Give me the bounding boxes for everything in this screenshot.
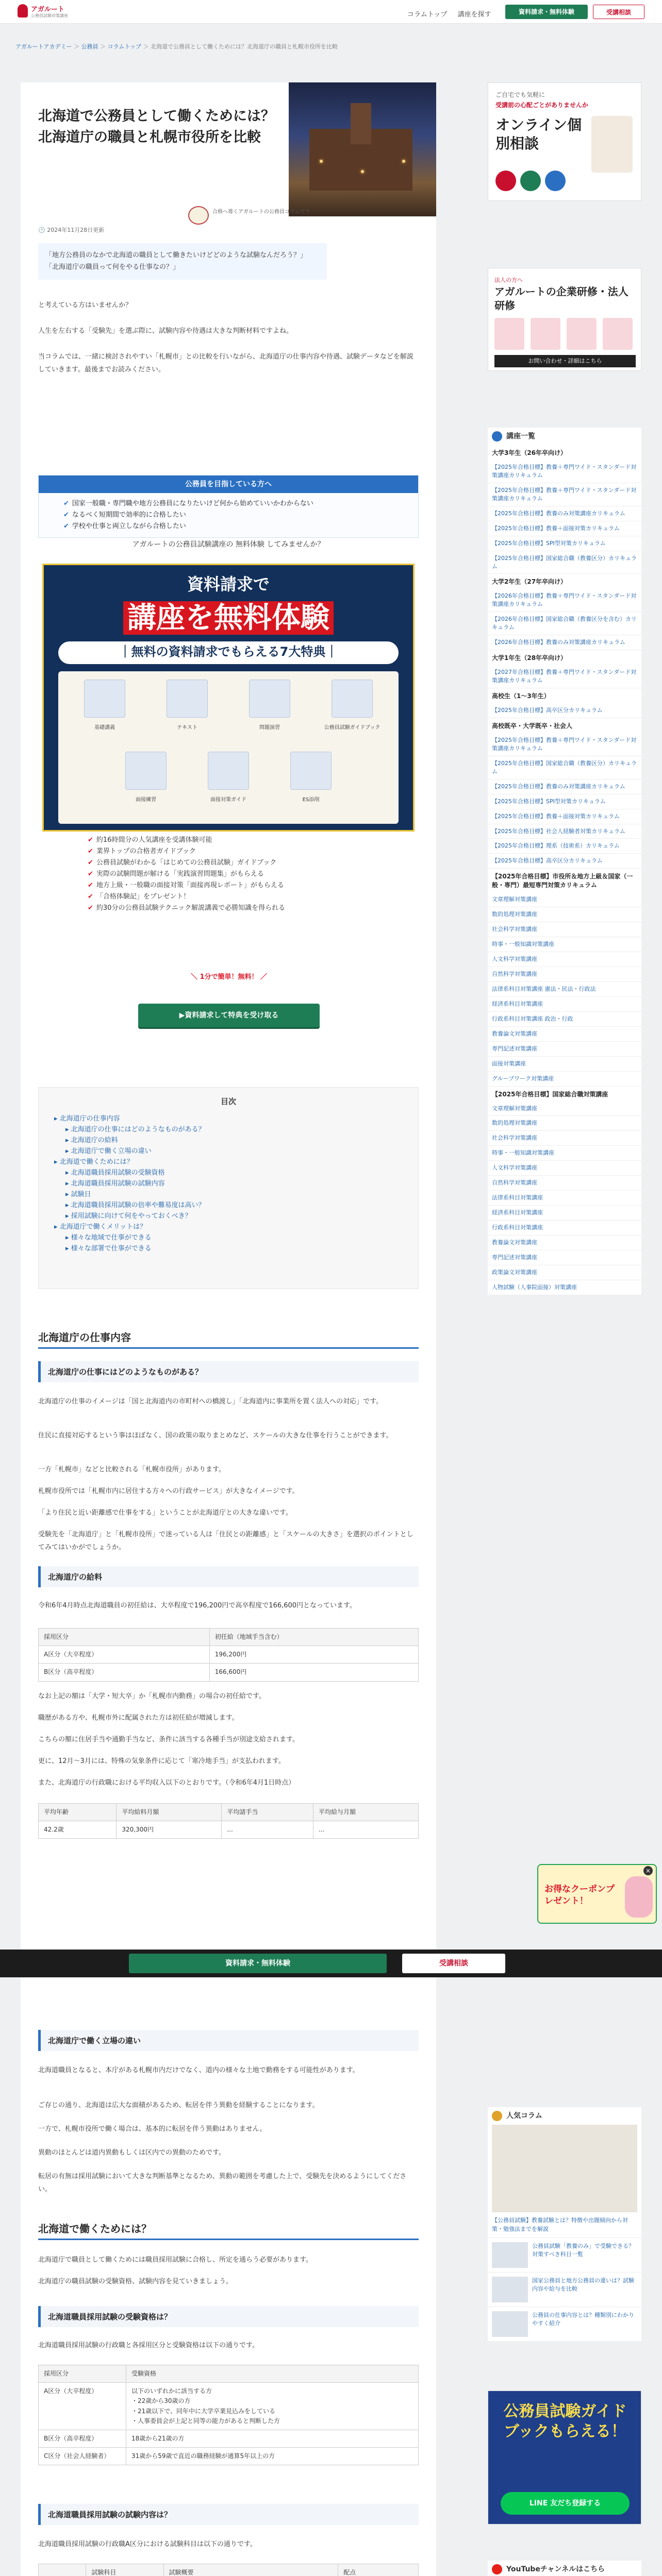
table-cell: 以下のいずれかに該当する方 ・22歳から30歳の方 ・21歳以下で、同年中に大学卒業見込みをしている ・人事委員会が上記と同等の能力があると判断した方	[126, 2383, 419, 2430]
table-header: 試験科目	[86, 2564, 163, 2576]
course-category: 高校生（1〜3年生）	[492, 692, 550, 700]
book-icon	[167, 680, 208, 718]
paragraph: 住民に直接対応するという事はほぼなく、国の政策の取りまとめなど、スケールの大きな仕事を行うことができます。	[38, 1432, 393, 1439]
paragraph: 一方で、札幌市役所で働く場合は、基本的に転居を伴う異動はありません。	[38, 2125, 267, 2133]
phone-icon	[520, 171, 541, 191]
toc-item[interactable]: ▸ 北海道庁の仕事内容	[54, 1115, 120, 1123]
paragraph: また、北海道庁の行政職における平均収入以下のとおりです。（令和6年4月1日時点）	[38, 1779, 295, 1787]
table-cell: 166,600円	[209, 1664, 418, 1681]
paragraph: なお上記の額は「大学・短大卒」か「札幌市内勤務」の場合の初任給です。	[38, 1692, 266, 1700]
course-link[interactable]: 【2025年合格目標】教養のみ対策講座カリキュラム	[488, 506, 641, 521]
book-icon	[84, 680, 125, 718]
benefit-item: ES添削	[275, 749, 347, 810]
course-link[interactable]: 【2025年合格目標】国家総合職（教養区分）カリキュラム	[488, 756, 641, 779]
target-box	[38, 475, 419, 538]
popular-item-title: 国家公務員と地方公務員の違いは？試験内容や給与を比較	[532, 2277, 634, 2292]
sticky-cta-bar	[0, 1950, 662, 1977]
book-icon	[249, 680, 290, 718]
paragraph: 更に、12月～3月には、特殊の気象条件に応じて「寒冷地手当」が支払われます。	[38, 1757, 285, 1765]
youtube-heading: YouTubeチャンネルはこちら	[488, 2561, 641, 2576]
benefit-list	[88, 835, 407, 914]
table-cell: A区分（大卒程度）	[39, 2383, 126, 2430]
toc-list	[54, 1113, 205, 1254]
course-link[interactable]: 【2025年合格目標】社会人経験者対策カリキュラム	[488, 824, 641, 839]
line-banner-title: 公務員試験ガイドブックもらえる！	[503, 2402, 627, 2441]
course-link[interactable]: 法律系科目対策講座	[488, 1191, 641, 1206]
target-item: ✔ 国家一般職・専門職や地方公務員になりたいけど何から始めていいかわからない	[63, 498, 418, 510]
lamp-icon	[402, 160, 405, 163]
paragraph: 異動のほとんどは道内異動もしくは区内での異動のためです。	[38, 2149, 225, 2157]
course-link[interactable]: 法律系科目対策講座 憲法・民法・行政法	[488, 982, 641, 997]
table-header: 採用区分	[39, 1629, 210, 1646]
table-cell: ...	[313, 1821, 418, 1839]
hero-image	[289, 82, 436, 216]
table-header: 採用区分	[39, 2365, 126, 2383]
course-link[interactable]: 【2025年合格目標】教養＋専門ワイド・スタンダード対策講座カリキュラム	[488, 460, 641, 483]
banner-line-2	[44, 595, 413, 636]
course-link[interactable]: 【2025年合格目標】SPI型対策カリキュラム	[488, 536, 641, 551]
training-icon	[494, 318, 524, 350]
benefit-item: 問題演習	[234, 676, 306, 738]
request-benefits-button[interactable]: ▶資料請求して特典を受け取る	[138, 1004, 320, 1027]
paragraph: 人生を左右する「受験先」を選ぶ際に、試験内容や待遇は大きな判断材料ですよね。	[38, 327, 293, 335]
course-link[interactable]: 時事・一般知識対策講座	[488, 937, 641, 952]
course-link[interactable]: 文章理解対策講座	[488, 892, 641, 907]
paragraph: 当コラムでは、一緒に検討されやすい「札幌市」との比較を行いながら、北海道庁の仕事内容や待遇、試験データなどを解説していきます。最後までお読みください。	[38, 353, 413, 374]
table-cell: ...	[222, 1821, 313, 1839]
table-cell: A区分（大卒程度）	[39, 1646, 210, 1664]
course-link[interactable]: 【2027年合格目標】教養＋専門ワイド・スタンダード対策講座カリキュラム	[488, 665, 641, 688]
table-header: 平均給料月額	[117, 1804, 222, 1821]
course-link[interactable]: 社会科学対策講座	[488, 1131, 641, 1146]
paragraph: 北海道職員となると、本庁がある札幌市内だけでなく、道内の様々な土地で勤務をする可能性があります。	[38, 2066, 359, 2074]
course-category: 大学1年生（28年卒向け）	[492, 654, 567, 662]
course-link[interactable]: 人文科学対策講座	[488, 952, 641, 967]
course-link[interactable]: 人物試験（人事院面接）対策講座	[488, 1280, 641, 1295]
salary-table	[38, 1628, 419, 1682]
course-category: 高校既卒・大学既卒・社会人	[492, 722, 573, 730]
line-guidebook-banner[interactable]	[488, 2391, 641, 2524]
course-link[interactable]: 【2026年合格目標】国家総合職（教養区分を含む）カリキュラム	[488, 612, 641, 635]
thumbnail-image	[492, 2277, 528, 2302]
table-header: 初任給（地域手当含む）	[209, 1629, 418, 1646]
thumbnail-image	[492, 2311, 528, 2337]
youtube-icon	[492, 2564, 502, 2574]
table-cell: 196,200円	[209, 1646, 418, 1664]
course-link[interactable]: 政策論文対策講座	[488, 1265, 641, 1280]
benefit-line: ✔ 約16時間分の人気講座を受講体験可能	[88, 835, 407, 846]
table-header: 試験概要	[163, 2564, 338, 2576]
course-link[interactable]: 行政系科目対策講座	[488, 1221, 641, 1235]
article	[21, 82, 436, 2576]
table-of-contents	[38, 1087, 419, 1289]
table-cell: B区分（高卒程度）	[39, 1664, 210, 1681]
consult-title: ご自宅でも気軽に	[495, 91, 545, 98]
target-item: ✔ なるべく短期間で効率的に合格したい	[63, 510, 418, 521]
character-icon	[625, 1876, 653, 1918]
site-header	[0, 0, 662, 24]
popular-item[interactable]	[488, 2307, 641, 2341]
course-link[interactable]: 【2025年合格目標】高卒区分カリキュラム	[488, 703, 641, 718]
course-link[interactable]: 自然科学対策講座	[488, 1176, 641, 1191]
banner-highlight: 講座を無料体験	[123, 601, 334, 635]
logo-subtitle: 公務員試験対策講座	[31, 13, 68, 18]
benefit-line: ✔ 地方上級・一般職の面接対策「面接再現レポート」がもらえる	[88, 880, 407, 891]
toc-title: 目次	[220, 1097, 236, 1106]
toc-item[interactable]: ▸ 北海道で働くためには？	[54, 1158, 134, 1166]
paragraph: 札幌市役所では「札幌市内に居住する方々への行政サービス」が大きなイメージです。	[38, 1487, 299, 1495]
course-category: 大学3年生（26年卒向け）	[492, 449, 567, 456]
course-groups	[488, 445, 641, 1295]
paragraph: 転居の有無は採用試験において大きな判断基準となるため、異動の範囲を考慮した上で、受験先を決めるようにしてください。	[38, 2173, 407, 2194]
banner-line-1: 資料請求で	[187, 574, 270, 594]
toc-item[interactable]: ▸ 採用試験に向けて何をやっておくべき？	[65, 1212, 192, 1220]
popup-title: お得なクーポンプレゼント！	[544, 1884, 615, 1906]
date-text: 2024年11月28日更新	[47, 227, 105, 233]
consult-subtitle: 受講前の心配ごとがありませんか	[495, 101, 589, 109]
paragraph: 北海道庁の仕事のイメージは「国と北海道内の市町村への橋渡し」「北海道内に事業所を置く法人への対応」です。	[38, 1398, 383, 1405]
toc-item[interactable]: ▸ 北海道庁で働く立場の違い	[65, 1147, 152, 1155]
toc-item[interactable]: ▸ 試験日	[65, 1191, 91, 1198]
paragraph: 一方「札幌市」などと比較される「札幌市役所」があります。	[38, 1466, 225, 1473]
coupon-popup[interactable]	[537, 1864, 657, 1924]
toc-item[interactable]: ▸ 北海道庁の給料	[65, 1137, 118, 1144]
table-header	[39, 2564, 86, 2576]
course-link[interactable]: 自然科学対策講座	[488, 967, 641, 982]
section-heading: 北海道庁の仕事内容	[38, 1329, 419, 1349]
youtube-card	[488, 2561, 641, 2576]
header-request-button[interactable]: 資料請求・無料体験	[505, 5, 588, 19]
benefit-grid	[58, 671, 399, 824]
course-link[interactable]: 人文科学対策講座	[488, 1161, 641, 1176]
course-link[interactable]: 【2025年合格目標】SPI型対策カリキュラム	[488, 794, 641, 809]
popular-columns	[488, 2107, 641, 2341]
subsection-heading: 北海道庁で働く立場の違い	[38, 2030, 419, 2051]
course-link[interactable]: 時事・一般知識対策講座	[488, 1146, 641, 1161]
online-consult-banner[interactable]	[488, 82, 641, 201]
benefit-line: ✔ 公務員試験がわかる「はじめての公務員試験」ガイドブック	[88, 857, 407, 869]
course-link[interactable]: 数的処理対策講座	[488, 1116, 641, 1131]
list-icon	[492, 431, 502, 442]
intro-line: 「地方公務員のなかで北海道の職員として働きたいけどどのような試験なんだろう？」	[45, 251, 307, 259]
toc-item[interactable]: ▸ 北海道職員採用試験の倍率や難易度は高い？	[65, 1201, 205, 1209]
book-icon	[290, 752, 332, 790]
corp-label: 法人の方へ	[494, 277, 523, 283]
training-icon	[531, 318, 560, 350]
header-consult-button[interactable]: 受講相談	[593, 5, 644, 19]
site-logo[interactable]	[18, 3, 78, 20]
course-list	[488, 428, 641, 1295]
paragraph: 北海道職員採用試験の行政職と各採用区分と受験資格は以下の通りです。	[38, 2342, 259, 2349]
eligibility-table	[38, 2365, 419, 2465]
consult-heading: オンライン個別相談	[495, 116, 582, 152]
subsection-heading: 北海道職員採用試験の試験内容は？	[38, 2504, 419, 2525]
course-link[interactable]: 【2025年合格目標】教養＋面接対策カリキュラム	[488, 809, 641, 824]
benefit-line: ✔ 業界トップの合格者ガイドブック	[88, 846, 407, 857]
toc-item[interactable]: ▸ 北海道職員採用試験の受験資格	[65, 1169, 165, 1177]
course-category: 【2025年合格目標】国家総合職対策講座	[492, 1090, 608, 1098]
chat-icon	[545, 171, 566, 191]
tagline: ＼ 1分で簡単！無料！ ／	[190, 973, 268, 981]
benefit-line: ✔ 「合格体験記」をプレゼント！	[88, 891, 407, 903]
table-header: 受験資格	[126, 2365, 419, 2383]
course-link[interactable]: 【2026年合格目標】教養のみ対策講座カリキュラム	[488, 635, 641, 650]
course-link[interactable]: 【2025年合格目標】国家総合職（教養区分）カリキュラム	[488, 551, 641, 574]
lamp-icon	[320, 160, 323, 163]
popular-item[interactable]: 【公務員試験】教養試験とは？特徴や出題傾向から対策・勉強法までを解説	[492, 2217, 628, 2232]
intro-line: 「北海道庁の職員って何をやる仕事なの？」	[45, 263, 180, 272]
line-add-friend-button[interactable]: LINE 友だち登録する	[501, 2492, 630, 2515]
table-header: 平均年齢	[39, 1804, 117, 1821]
sticky-request-button[interactable]: 資料請求・無料体験	[129, 1954, 387, 1973]
popular-item[interactable]	[488, 2272, 641, 2307]
paragraph: こちらの額に住居手当や通勤手当など、条件に該当する各種手当が別途支給されます。	[38, 1736, 299, 1743]
toc-item[interactable]: ▸ 北海道職員採用試験の試験内容	[65, 1180, 165, 1188]
course-link[interactable]: 【2026年合格目標】教養＋専門ワイド・スタンダード対策講座カリキュラム	[488, 589, 641, 612]
target-item: ✔ 学校や仕事と両立しながら合格したい	[63, 521, 418, 532]
course-link[interactable]: 【2025年合格目標】教養のみ対策講座カリキュラム	[488, 779, 641, 794]
close-icon[interactable]: ×	[643, 1866, 653, 1875]
paragraph: 北海道庁で職員として働くためには職員採用試験に合格し、所定を通らう必要があります。	[38, 2256, 312, 2264]
benefit-item: 基礎講義	[69, 676, 141, 738]
corp-heading: アガルートの企業研修・法人研修	[494, 285, 628, 312]
table-header: 平均諸手当	[222, 1804, 313, 1821]
paragraph: 北海道庁の職員試験の受験資格、試験内容を見ていきましょう。	[38, 2278, 233, 2285]
benefit-item: テキスト	[151, 676, 223, 738]
zoom-icon	[495, 171, 516, 191]
table-header: 平均給与月額	[313, 1804, 418, 1821]
table-cell: 31歳から59歳で直近の職務経験が通算5年以上の方	[126, 2448, 419, 2465]
paragraph: 北海道職員採用試験の行政職A区分における試験科目は以下の通りです。	[38, 2540, 257, 2548]
course-link[interactable]: グループワーク対策講座	[488, 1072, 641, 1087]
course-link[interactable]: 専門記述対策講座	[488, 1042, 641, 1057]
target-box-title: 公務員を目指している方へ	[39, 476, 418, 493]
paragraph: 受験先を「北海道庁」と「札幌市役所」で迷っている人は「住民との距離感」と「スケールの大きさ」を選択のポイントとしてみてはいかがでしょうか。	[38, 1531, 413, 1552]
course-link[interactable]: 教養論文対策講座	[488, 1235, 641, 1250]
book-icon	[208, 752, 249, 790]
popular-item-title: 公務員試験「教養のみ」で受験できる？対策すべき科目一覧	[532, 2243, 634, 2258]
logo-name: アガルート	[31, 5, 64, 13]
course-link[interactable]: 【2025年合格目標】高卒区分カリキュラム	[488, 854, 641, 869]
corporate-training-banner[interactable]	[488, 268, 641, 371]
popular-feature-image	[492, 2125, 637, 2212]
toc-item[interactable]: ▸ 北海道庁の仕事にはどのようなものがある？	[65, 1126, 205, 1133]
mascot-bubble: 合格へ導くアガルートの公務員コラムです	[212, 209, 310, 215]
section-heading: 北海道で働くためには？	[38, 2221, 419, 2240]
book-icon	[332, 680, 373, 718]
table-cell: C区分（社会人経験者）	[39, 2448, 126, 2465]
exam-table	[38, 2564, 419, 2576]
breadcrumb-current: 北海道で公務員として働くためには？北海道庁の職員と札幌市役所を比較	[151, 43, 338, 50]
nav-column-top[interactable]: コラムトップ	[407, 11, 448, 19]
update-date: 🕑 2024年11月28日更新	[38, 227, 105, 233]
course-link[interactable]: 経済系科目対策講座	[488, 1206, 641, 1221]
popular-item-title: 公務員の仕事内容とは？種類別にわかりやすく紹介	[532, 2312, 634, 2327]
request-banner[interactable]	[42, 564, 415, 832]
paragraph: と考えている方はいませんか？	[38, 301, 133, 309]
toc-item[interactable]: ▸ 様々な地域で仕事ができる	[65, 1234, 152, 1242]
toc-item[interactable]: ▸ 北海道庁で働くメリットは？	[54, 1223, 147, 1231]
course-link[interactable]: 【2025年合格目標】理系（技術系）カリキュラム	[488, 839, 641, 854]
benefit-line: ✔ 約30分の公務員試験テクニック解説講義で必勝知識を得られる	[88, 903, 407, 914]
sticky-consult-button[interactable]: 受講相談	[402, 1954, 505, 1973]
banner-line-3: ｜無料の資料請求でもらえる7大特典｜	[58, 641, 399, 664]
corp-link[interactable]: お問い合わせ・詳細はこちら	[494, 355, 636, 367]
toc-item[interactable]: ▸ 様々な部署で仕事ができる	[65, 1245, 152, 1252]
table-cell: 18歳から21歳の方	[126, 2430, 419, 2447]
paragraph: 職歴がある方や、札幌市外に配属された方は初任給が増減します。	[38, 1714, 239, 1722]
subsection-heading: 北海道職員採用試験の受験資格は？	[38, 2306, 419, 2327]
breadcrumb-link[interactable]: コラムトップ	[107, 43, 142, 50]
lamp-icon	[361, 170, 364, 173]
benefit-item: 公務員試験ガイドブック	[316, 676, 388, 738]
nav-find-course[interactable]: 講座を探す	[457, 11, 491, 19]
table-cell: B区分（高卒程度）	[39, 2430, 126, 2447]
popular-list	[488, 2238, 641, 2341]
popular-item[interactable]	[488, 2238, 641, 2272]
breadcrumb: アガルートアカデミー ＞ 公務員 ＞ コラムトップ ＞ 北海道で公務員として働くためには？北海道庁の職員と札幌市役所を比較	[15, 43, 338, 50]
course-link[interactable]: 【2025年合格目標】教養＋専門ワイド・スタンダード対策講座カリキュラム	[488, 733, 641, 756]
course-link[interactable]: 文章理解対策講座	[488, 1101, 641, 1116]
table-cell: 42.2歳	[39, 1821, 117, 1839]
course-link[interactable]: 数的処理対策講座	[488, 907, 641, 922]
crown-icon	[492, 2111, 502, 2121]
subsection-heading: 北海道庁の仕事にはどのようなものがある？	[38, 1361, 419, 1382]
popular-heading: 人気コラム	[488, 2107, 641, 2125]
page-title: 北海道で公務員として働くためには？北海道庁の職員と札幌市役所を比較	[38, 108, 275, 145]
course-link[interactable]: 面接対策講座	[488, 1057, 641, 1072]
tower-shape	[351, 103, 371, 144]
training-icon	[603, 318, 633, 350]
course-category: 【2025年合格目標】市役所＆地方上級＆国家（一般・専門）最短専門対策カリキュラム	[492, 873, 633, 889]
course-link[interactable]: 専門記述対策講座	[488, 1250, 641, 1265]
thumbnail-image	[492, 2242, 528, 2268]
course-link[interactable]: 行政系科目対策講座 政治・行政	[488, 1012, 641, 1027]
average-salary-table	[38, 1803, 419, 1839]
course-list-heading: 講座一覧	[488, 428, 641, 445]
book-icon	[125, 752, 167, 790]
header-nav	[407, 9, 500, 19]
course-link[interactable]: 【2025年合格目標】教養＋専門ワイド・スタンダード対策講座カリキュラム	[488, 483, 641, 506]
subsection-heading: 北海道庁の給料	[38, 1566, 419, 1587]
benefit-item: 面接対策ガイド	[192, 749, 264, 810]
logo-mark-icon	[18, 4, 28, 18]
table-header: 配点	[338, 2564, 419, 2576]
course-link[interactable]: 経済系科目対策講座	[488, 997, 641, 1012]
training-icon	[567, 318, 597, 350]
trial-lead: アガルートの公務員試験講座の 無料体験 してみませんか？	[132, 540, 325, 549]
paragraph: ご存じの通り、北海道は広大な面積があるため、転居を伴う異動を経験することになります。	[38, 2102, 319, 2109]
course-link[interactable]: 社会科学対策講座	[488, 922, 641, 937]
paragraph: 令和6年4月時点北海道職員の初任給は、大卒程度で196,200円で高卒程度で166,600円となっています。	[38, 1602, 357, 1609]
mascot-icon	[188, 206, 209, 225]
advisor-photo	[591, 116, 633, 173]
benefit-line: ✔ 実際の試験問題が解ける「実践演習問題集」がもらえる	[88, 869, 407, 880]
intro-box	[38, 243, 327, 280]
course-link[interactable]: 教養論文対策講座	[488, 1027, 641, 1042]
breadcrumb-link[interactable]: アガルートアカデミー	[15, 43, 72, 50]
breadcrumb-link[interactable]: 公務員	[81, 43, 98, 50]
table-cell: 320,300円	[117, 1821, 222, 1839]
benefit-item: 面接練習	[110, 749, 182, 810]
course-link[interactable]: 【2025年合格目標】教養＋面接対策カリキュラム	[488, 521, 641, 536]
paragraph: 「より住民と近い距離感で仕事をする」ということが北海道庁との大きな違いです。	[38, 1509, 292, 1517]
course-category: 大学2年生（27年卒向け）	[492, 578, 567, 586]
